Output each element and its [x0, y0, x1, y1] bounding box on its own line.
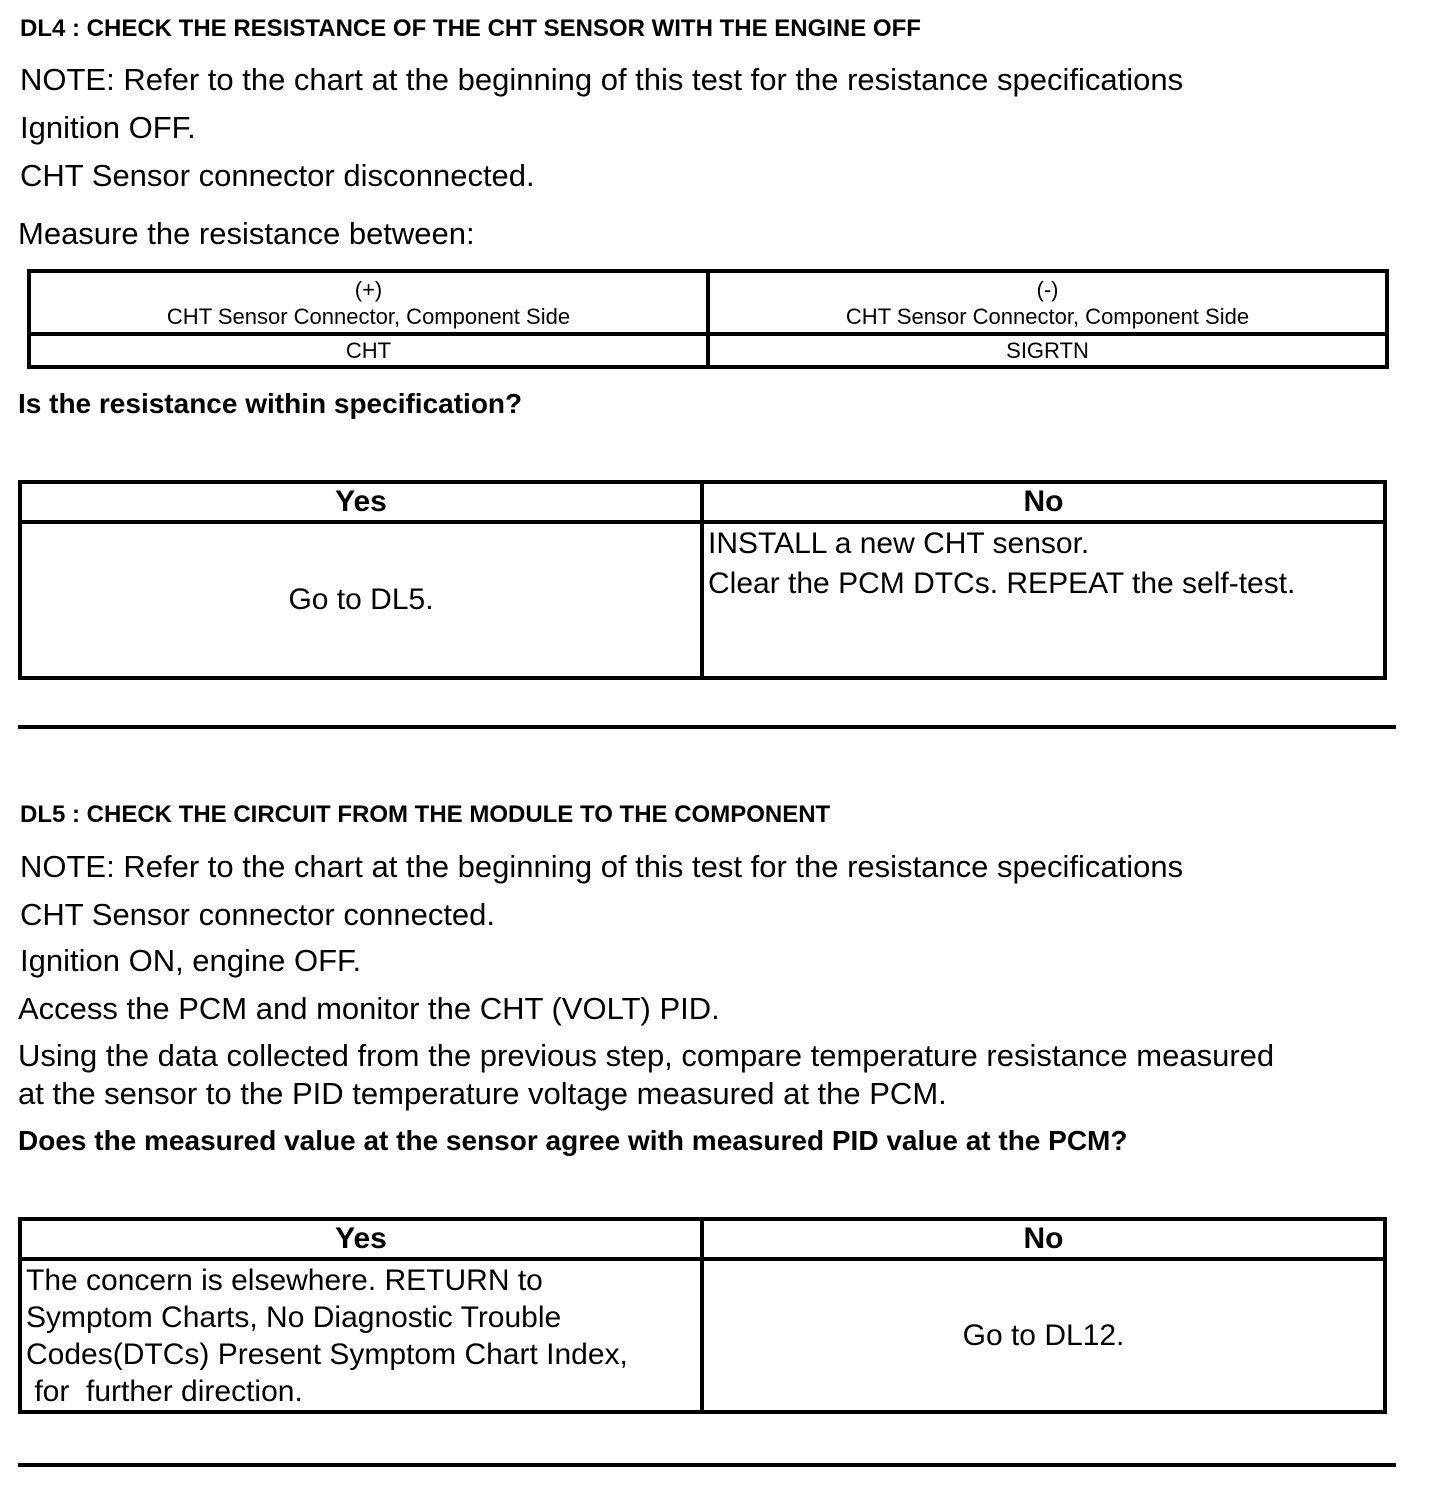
dl5-step: Ignition ON, engine OFF.	[20, 943, 362, 978]
plus-value: CHT	[29, 334, 708, 367]
yes-answer: Go to DL5.	[20, 522, 702, 678]
yes-answer-line: Symptom Charts, No Diagnostic Trouble	[26, 1300, 562, 1334]
yes-answer-line: Codes(DTCs) Present Symptom Chart Index,	[26, 1337, 628, 1371]
no-answer-line: Clear the PCM DTCs. REPEAT the self-test.	[708, 567, 1296, 600]
no-header: No	[702, 482, 1385, 522]
dl4-step: CHT Sensor connector disconnected.	[20, 158, 535, 193]
dl4-answer-table	[18, 480, 1387, 680]
dl4-note: NOTE: Refer to the chart at the beginning of this test for the resistance specifications	[20, 62, 1184, 97]
section-divider	[18, 1463, 1396, 1467]
dl5-step: Access the PCM and monitor the CHT (VOLT) PID.	[18, 991, 720, 1026]
dl4-step: Ignition OFF.	[20, 110, 196, 145]
plus-label: (+)	[354, 276, 383, 302]
dl5-step: at the sensor to the PID temperature voltage measured at the PCM.	[18, 1076, 947, 1111]
section-divider	[18, 725, 1396, 729]
yes-answer	[20, 1259, 702, 1412]
table-row	[29, 334, 1387, 367]
dl4-question: Is the resistance within specification?	[18, 388, 523, 419]
no-header: No	[702, 1219, 1385, 1259]
dl4-step: Measure the resistance between:	[18, 216, 475, 251]
no-answer-line: INSTALL a new CHT sensor.	[708, 527, 1090, 560]
dl5-question: Does the measured value at the sensor agree with measured PID value at the PCM?	[18, 1125, 1128, 1156]
table-row	[29, 271, 1387, 334]
minus-header-cell	[708, 271, 1387, 334]
yes-answer-line: The concern is elsewhere. RETURN to	[26, 1263, 543, 1297]
table-row	[20, 1259, 1385, 1412]
table-row	[20, 522, 1385, 678]
dl5-heading: DL5 : CHECK THE CIRCUIT FROM THE MODULE TO THE COMPONENT	[20, 801, 831, 828]
dl5-note: NOTE: Refer to the chart at the beginning of this test for the resistance specifications	[20, 849, 1184, 884]
yes-answer-line: for further direction.	[26, 1374, 303, 1408]
dl4-heading: DL4 : CHECK THE RESISTANCE OF THE CHT SENSOR WITH THE ENGINE OFF	[20, 15, 921, 42]
dl5-answer-table	[18, 1217, 1387, 1414]
table-row	[20, 1219, 1385, 1259]
table-row	[20, 482, 1385, 522]
dl5-step: CHT Sensor connector connected.	[20, 897, 496, 932]
minus-value: SIGRTN	[708, 334, 1387, 367]
yes-header: Yes	[20, 1219, 702, 1259]
yes-header: Yes	[20, 482, 702, 522]
no-answer	[702, 522, 1385, 678]
no-answer: Go to DL12.	[702, 1259, 1385, 1412]
minus-desc: CHT Sensor Connector, Component Side	[845, 303, 1250, 329]
dl5-step: Using the data collected from the previous step, compare temperature resistance measured	[18, 1038, 1275, 1073]
plus-desc: CHT Sensor Connector, Component Side	[166, 303, 571, 329]
measure-table	[27, 269, 1389, 369]
minus-label: (-)	[1036, 276, 1059, 302]
plus-header-cell	[29, 271, 708, 334]
